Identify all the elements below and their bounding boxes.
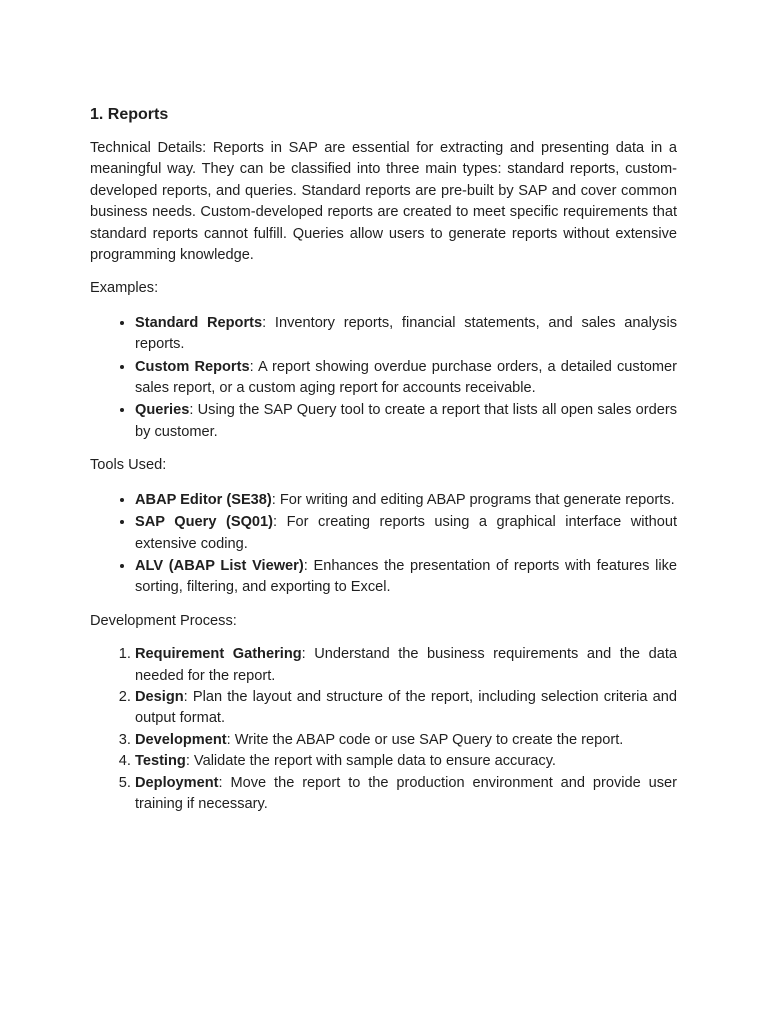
item-text: : Inventory reports, financial statements, and sales analysis reports. xyxy=(135,314,677,353)
process-label: Development Process: xyxy=(90,612,237,629)
list-item xyxy=(135,751,677,772)
list-item xyxy=(135,687,677,730)
list-item xyxy=(135,312,677,356)
list-item xyxy=(135,730,677,751)
list-item xyxy=(135,399,677,443)
item-text: : Enhances the presentation of reports with features like sorting, filtering, and exporting to Excel. xyxy=(135,557,677,596)
examples-list xyxy=(90,312,677,443)
list-item xyxy=(135,555,677,599)
document-page xyxy=(90,104,677,827)
item-text: : Understand the business requirements and the data needed for the report. xyxy=(135,646,677,684)
item-term: Standard Reports xyxy=(135,314,263,331)
tools-list xyxy=(90,489,677,599)
item-term: Deployment xyxy=(135,774,219,791)
process-list xyxy=(90,644,677,815)
item-text: : A report showing overdue purchase orders, a detailed customer sales report, or a custom aging report for accounts receivable. xyxy=(135,358,678,397)
item-text: : Using the SAP Query tool to create a report that lists all open sales orders by customer. xyxy=(135,402,677,440)
item-text: : Write the ABAP code or use SAP Query to create the report. xyxy=(226,731,624,748)
list-item xyxy=(135,773,677,816)
item-term: Development xyxy=(135,731,227,748)
item-term: Design xyxy=(135,688,184,705)
item-text: : For writing and editing ABAP programs that generate reports. xyxy=(271,491,675,508)
intro-paragraph: Technical Details: Reports in SAP are essential for extracting and presenting data in a meaningful way. They can be classified into three main types: standard reports, custom-developed reports, and queries. Standard reports are pre-built by SAP and cover common business needs. Custom-developed reports are created to meet specific requirements that standard reports cannot fulfill. Queries allow users to generate reports without extensive programming knowledge. xyxy=(90,140,677,264)
list-item xyxy=(135,356,677,400)
item-term: ABAP Editor (SE38) xyxy=(135,491,272,508)
examples-label: Examples: xyxy=(90,280,159,297)
item-term: Queries xyxy=(135,402,190,419)
section-heading: 1. Reports xyxy=(90,106,169,123)
list-item xyxy=(135,644,677,687)
item-text: : Validate the report with sample data to ensure accuracy. xyxy=(185,753,556,770)
item-term: Custom Reports xyxy=(135,358,250,375)
item-term: Testing xyxy=(135,753,186,770)
tools-label: Tools Used: xyxy=(90,457,167,474)
item-term: SAP Query (SQ01) xyxy=(135,514,274,531)
item-term: ALV (ABAP List Viewer) xyxy=(135,557,304,574)
item-text: : For creating reports using a graphical interface without extensive coding. xyxy=(135,514,677,552)
item-text: : Plan the layout and structure of the report, including selection criteria and output format. xyxy=(135,688,677,727)
item-term: Requirement Gathering xyxy=(135,646,302,663)
list-item xyxy=(135,489,677,511)
list-item xyxy=(135,511,677,555)
item-text: : Move the report to the production environment and provide user training if necessary. xyxy=(135,774,677,812)
